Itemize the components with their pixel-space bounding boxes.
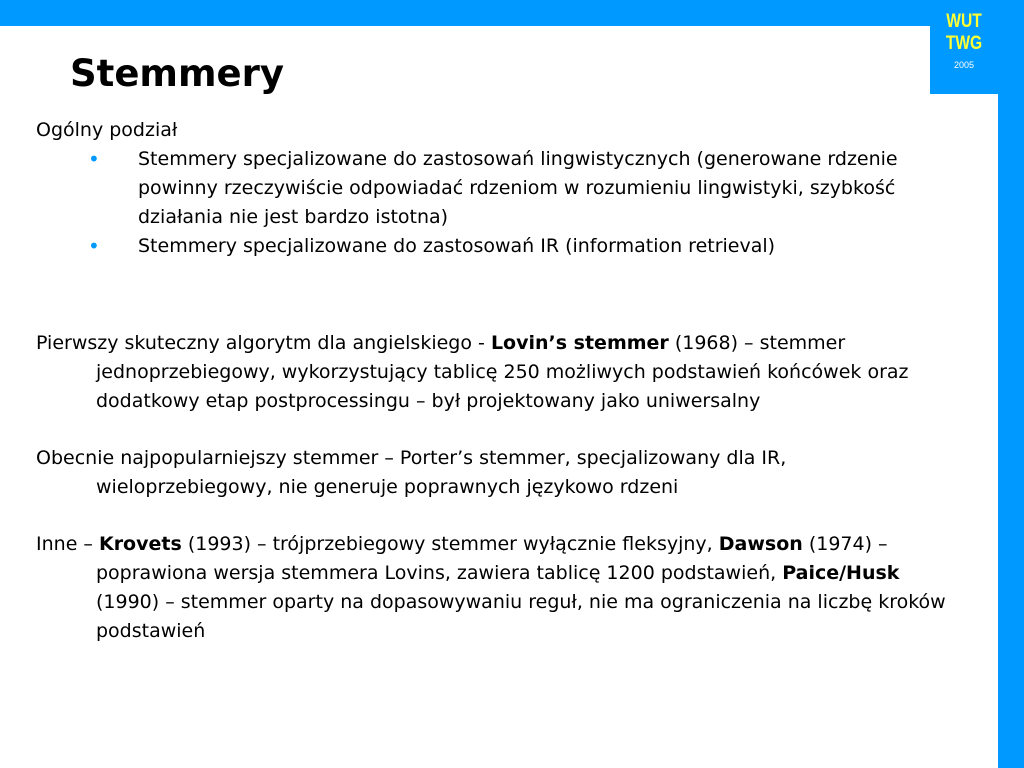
- logo-year: 2005: [953, 60, 975, 70]
- section-heading: Ogólny podział: [36, 119, 178, 141]
- bullet-text: Stemmery specjalizowane do zastosowań IR (information retrieval): [138, 235, 776, 257]
- paragraph-text: (1968) – stemmer jednoprzebiegowy, wykorzystujący tablicę 250 możliwych podstawień końcówek oraz dodatkowy etap postprocessingu – był projektowany jako uniwersalny: [96, 332, 909, 412]
- paragraph-text: Inne –: [36, 533, 99, 555]
- wut-twg-logo: [930, 0, 998, 94]
- slide-content: [36, 116, 962, 646]
- highlight-krovets: Krovets: [98, 533, 182, 555]
- paragraph-lovins: [36, 329, 962, 416]
- paragraph-others: [36, 530, 962, 646]
- bullet-text: Stemmery specjalizowane do zastosowań lingwistycznych (generowane rdzenie powinny rzeczywiście odpowiadać rdzeniom w rozumieniu lingwistyki, szybkość działania nie jest bardzo istotna): [138, 148, 898, 228]
- bullet-dot-icon: •: [88, 234, 100, 258]
- highlight-paice-husk: Paice/Husk: [782, 562, 900, 584]
- paragraph-porter: Obecnie najpopularniejszy stemmer – Porter’s stemmer, specjalizowany dla IR, wieloprzebiegowy, nie generuje poprawnych językowo rdzeni: [36, 447, 787, 498]
- bullet-item-ir: [36, 232, 962, 261]
- right-frame-bar: [998, 0, 1024, 768]
- paragraph-text: (1990) – stemmer oparty na dopasowywaniu reguł, nie ma ograniczenia na liczbę kroków podstawień: [96, 591, 946, 642]
- paragraph-text: (1993) – trójprzebiegowy stemmer wyłącznie fleksyjny,: [181, 533, 719, 555]
- logo-line-1: WUT: [946, 11, 982, 32]
- highlight-lovins: Lovin’s stemmer: [490, 332, 669, 354]
- highlight-dawson: Dawson: [718, 533, 803, 555]
- paragraph-text: Pierwszy skuteczny algorytm dla angielskiego -: [36, 332, 491, 354]
- paragraph-text: (1974) – poprawiona wersja stemmera Lovins, zawiera tablicę 1200 podstawień,: [96, 533, 888, 584]
- logo-line-2: TWG: [945, 33, 983, 54]
- bullet-item-linguistic: [36, 145, 962, 232]
- slide-title: Stemmery: [70, 52, 284, 95]
- bullet-list: [36, 145, 962, 261]
- bullet-dot-icon: •: [88, 147, 100, 171]
- top-frame-bar: [0, 0, 1024, 26]
